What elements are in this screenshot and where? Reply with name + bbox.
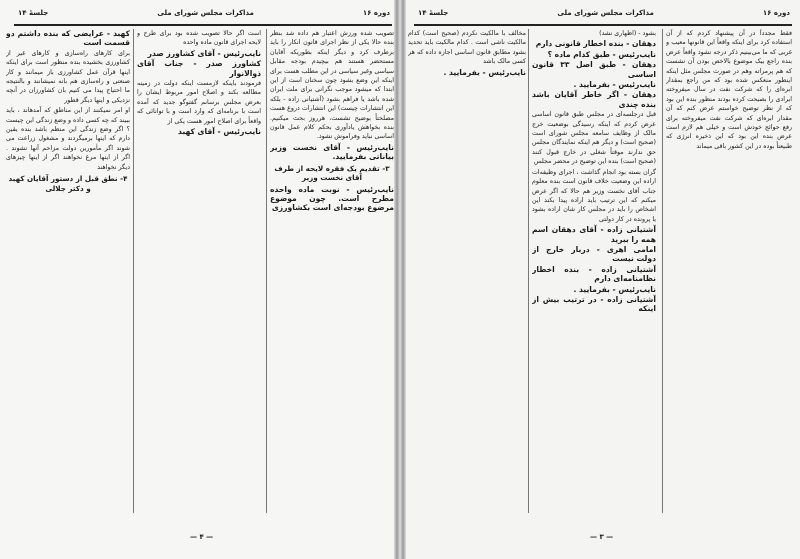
speaker-line: نایب‌رئیس - طبق کدام ماده ؟: [547, 49, 656, 59]
speaker-line: کشاورز صدر - جناب آقای ذوالانوار: [137, 59, 261, 78]
section-heading: ۴- نطق قبل از دستور آقایان کهبد و دکتر جلالی: [8, 174, 128, 193]
column: [408, 29, 526, 509]
right-page: [400, 0, 800, 559]
speaker-line: امامی اهری - دربار خارج از دولت نیست: [532, 244, 656, 264]
running-header: [418, 9, 790, 21]
paragraph: تصویب شده ورزش اعتبار هم داده شد بنظر بنده حالا یکی از نظر اجرای قانون انکار را باید برطرف کرد و دیگر اینکه بطوریکه آقایان مستحضر هستند هم بیچیدم بودجه مقابل سیاسی وغیر سیاسی در این مطلب هست برای اینکه این وضع بشود چون سخنان است از این ابتدا که میشود موجب نگرانی برای ملت ایران شده باشد یا فراهم بشود (آشتیانی زاده - بلکه این انتشارات چیست) این انتشارات دروغ هست مصلحتاً بوضیح تشست، هرروز بحث میکنیم. بنده بخواهش یادآوری بحکم کلام عمل قانون اساسی نباید وفراموش نشود.: [270, 30, 394, 141]
column-divider: [528, 29, 529, 513]
column: [532, 29, 656, 509]
speaker-line: نایب‌رئیس - بفرمایید .: [443, 67, 526, 77]
column-divider: [133, 29, 134, 513]
paragraph: مخالف با مالکیت نکردم (صحیح است) کدام مالکیت ناشی است . کدام مالکیت باید تحدید بشود مطابق قانون اساسی اجازه داده که هر کسی مالک باشد: [408, 30, 526, 66]
speaker-line: آشتیانی زاده - در ترتیب بیش از اینکه: [532, 294, 656, 314]
header-rule: [414, 24, 792, 26]
paragraph: فرمودند باینکه لازمست اینکه دولت در زمینه مطالعه بکند و اصلاح امور مربوط ایشان را بعرض مجلس برسانم گفتوگو جدید که آمده است با برنامه‌ای که وارد است و با توانائی که واقعاً برای اصلاح امور هست یکی از: [137, 80, 261, 125]
header-rule: [14, 24, 392, 26]
paragraph: او امر نمیکنند از این مناطق که آمدهاند ، باید ببیند که چه کسی داده و وضع زندگی این چیست ؟ اگر وضع زندگی این منظم باشد بنده یقین دارم که اینها برمیگردند و مشغول زراعت می شوند اگر مأمورین دولت مزاحم آنها نشوند . اگر از اینها مرغ نخواهند اگر از اینها چیزهای دیگر نخواهند: [6, 107, 130, 171]
speaker-line: نایب‌رئیس - آقای کهبد: [177, 127, 261, 137]
paragraph: قبل درجلسه‌ای در مجلس طبق قانون اساسی عرض کردم که اینکه رسیدگی بوضعیت خرج مالک از وظایف سامعه مجلس شورای است (صحیح است) و دیگر هم اینکه نمایندگان مجلس حق ندارند موقتاً شغلی در خارج قبول کنند (صحیح است) بنده این توضیح در محضر مجلس: [532, 111, 656, 166]
section-heading: ۳- تقدیم یک فقره لایحه از طرف آقای نخست وزیر: [274, 163, 390, 183]
column: [6, 29, 130, 509]
column-divider: [266, 29, 267, 513]
speaker-line: نایب‌رئیس - بفرمایید .: [573, 284, 656, 294]
speaker-line: دهقان - طبق اصل ۳۳ قانون اساسی: [532, 60, 656, 79]
binding-gutter: [400, 0, 406, 559]
page-number: — ۳ —: [590, 533, 614, 541]
paragraph: برای کارهای راه‌سازی و کارهای غیر از کشاورزی بخشیده بنده منظور است برای اینکه اینها قرآن عمل کشاورزی باز میمانند و کار صنعتی و راه‌سازی هم بانه نمیشانند و بالنتیجه ما احتیاج پیدا می کنیم بان کشاورزان در آنچه نزدیکی و اینها دیگر قطور: [6, 49, 130, 104]
session-label: جلسهٔ ۱۴: [418, 9, 449, 17]
speaker-line: دهقان - اگر خاطر آقایان باشد بنده چندی: [532, 90, 656, 109]
column-divider: [662, 29, 663, 513]
session-label: جلسهٔ ۱۴: [18, 9, 49, 17]
speaker-line: آشتیانی زاده - آقای دهقان اسم همه را ببرید: [532, 225, 656, 244]
speaker-line: آشتیانی زاده - بنده اخطار نظامنامه‌ای دارم: [532, 264, 656, 284]
term-label: دوره ۱۶: [362, 9, 390, 17]
paragraph: است اگر حالا تصویب شده بود برای طرح و لایحه اجرای قانون ماده واحده: [137, 30, 261, 47]
column: [270, 29, 394, 509]
journal-title: مذاکرات مجلس شورای ملی: [157, 9, 254, 17]
speaker-line: نایب‌رئیس - آقای کشاورز صدر: [147, 48, 261, 58]
speaker-line: دهقان - بنده اخطار قانونی دارم: [535, 39, 656, 49]
column: [137, 29, 261, 509]
running-header: [18, 9, 390, 21]
paragraph: بشود - (اظهاری نشد): [599, 30, 656, 37]
journal-title: مذاکرات مجلس شورای ملی: [557, 9, 654, 17]
column: [666, 29, 792, 509]
page-number: — ۴ —: [190, 533, 214, 541]
speaker-line: نایب‌رئیس - آقای نخست وزیر بیاناتی بفرمایید.: [270, 142, 394, 162]
term-label: دوره ۱۶: [762, 9, 790, 17]
paragraph: گران بسته بود انجام گذاشت ، اجرای وظیفه‌ات اراده این وضعیت خلاف قانون است بنده معلوم جناب آقای نخست وزیر هم حالا که اگر عرض میکنم که این ترتیب باید اراده پیدا بکند این اشخاص را باید در مجلس کار شان اراده بشود یا پرونده در کار دولتی: [532, 168, 656, 223]
paragraph: فقط مجدداً در آن پیشنهاد کردم که از آن استفاده کرد برای اینکه واقعاً این قانونها معیب و غربی که ما می‌بینیم ذکر درجه نشود واقعاً عرض بنده راجع بیک موضوع بالاخص بودن آن نشست که هم پرمراته وهم در صورت مجلس مثل اینکه اینطور منعکس شده بود که من راجع بمقدار ابره‌ای را که شرکت نفت در سال میفروخته ایرادی را بصیحت کرده بودند منظور بنده این بود که از نظر توضیح خواستم عرض کنم که آن مقدار ابره‌ای که شرکت نفت میفروخته برای رفع حوائج خودش است و خیلی هم لازم است عرض بنده این بود که این ذخیره انرژی که طبیعتاً بوده در این کشور باقی میماند: [666, 30, 792, 150]
speaker-line: نایب‌رئیس - بفرمایید .: [573, 80, 656, 90]
speaker-line: نایب‌رئیس - نوبت ماده واحده مطرح است. چون موضوع مرضوع بودجه‌ای است بکشاورزی: [270, 184, 394, 213]
speaker-line: کهبد - عرایضی که بنده داشتم دو قسمت است: [6, 29, 130, 48]
